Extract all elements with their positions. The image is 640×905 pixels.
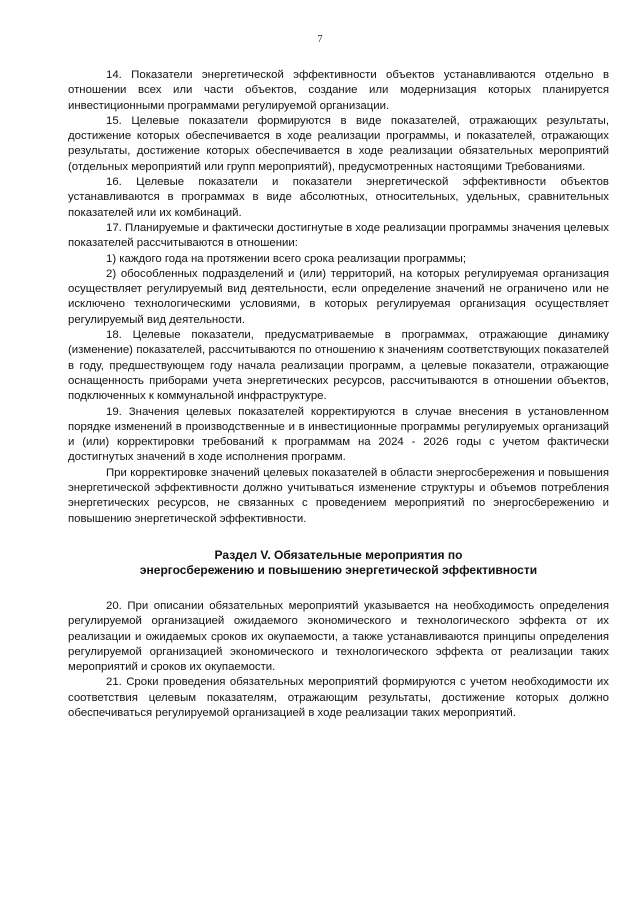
- paragraph-18: 18. Целевые показатели, предусматриваемые в программах, отражающие динамику (изменение) показателей, рассчитываются по отношению к значениям соответствующих показателей в году, предшествующем году начала реализации программ, а целевые показатели, отражающие оснащенность приборами учета энергетических ресурсов, рассчитываются в отношении объектов, подключенных к коммунальной инфраструктуре.: [68, 329, 609, 403]
- page-number: 7: [317, 34, 323, 45]
- list-item-1: 1) каждого года на протяжении всего срока реализации программы;: [106, 252, 467, 265]
- paragraph-20: 20. При описании обязательных мероприятий указывается на необходимость определения регулируемой организацией ожидаемого экономического и технологического эффекта от их реализации и ожидаемых сроков их окупаемости, а также устанавливаются принципы определения регулируемой организацией экономического и технологического эффекта от реализации таких мероприятий и сроков их окупаемости.: [68, 599, 609, 674]
- section-heading-line-2: энергосбережению и повышению энергетической эффективности: [139, 563, 538, 578]
- paragraph-17: 17. Планируемые и фактически достигнутые в ходе реализации программы значения целевых показателей рассчитываются в отношении:: [68, 221, 609, 250]
- paragraph-19: 19. Значения целевых показателей корректируются в случае внесения в установленном порядке изменений в производственные и в инвестиционные программы регулируемых организаций и (или) корректировки требований к программам на 2024 - 2026 годы с учетом фактически достигнутых значений в ходе исполнения программ.: [68, 405, 609, 464]
- paragraph-16: 16. Целевые показатели и показатели энергетической эффективности объектов устанавливаются в программах в виде абсолютных, относительных, удельных, сравнительных показателей или их комбинаций.: [68, 176, 609, 219]
- section-heading-line-1: Раздел V. Обязательные мероприятия по: [214, 547, 463, 562]
- list-item-2: 2) обособленных подразделений и (или) территорий, на которых регулируемая организация осуществляет регулируемый вид деятельности, если определение значений не ограничено или не исключено технологическими условиями, в которых регулируемая организация осуществляет регулируемый вид деятельности.: [68, 267, 609, 326]
- page-content: [68, 68, 609, 721]
- paragraph-15: 15. Целевые показатели формируются в виде показателей, отражающих результаты, достижение которых обеспечивается в ходе реализации программы, и показателей, отражающих результаты, достижение которых обеспечивается в ходе реализации обязательных мероприятий (отдельных мероприятий или групп мероприятий), предусмотренных настоящими Требованиями.: [68, 114, 609, 173]
- paragraph-21: 21. Сроки проведения обязательных мероприятий формируются с учетом необходимости их соответствия целевым показателям, отражающим результаты, достижение которых должно обеспечиваться регулируемой организацией в ходе реализации таких мероприятий.: [68, 676, 609, 719]
- paragraph-correction: При корректировке значений целевых показателей в области энергосбережения и повышения энергетической эффективности должно учитываться изменение структуры и объемов потребления энергетических ресурсов, не связанных с проведением мероприятий по энергосбережению и повышению энергетической эффективности.: [68, 466, 609, 525]
- section-heading: [68, 548, 609, 579]
- paragraph-14: 14. Показатели энергетической эффективности объектов устанавливаются отдельно в отношении всех или части объектов, создание или модернизация которых планируется инвестиционными программами регулируемой организации.: [68, 69, 609, 112]
